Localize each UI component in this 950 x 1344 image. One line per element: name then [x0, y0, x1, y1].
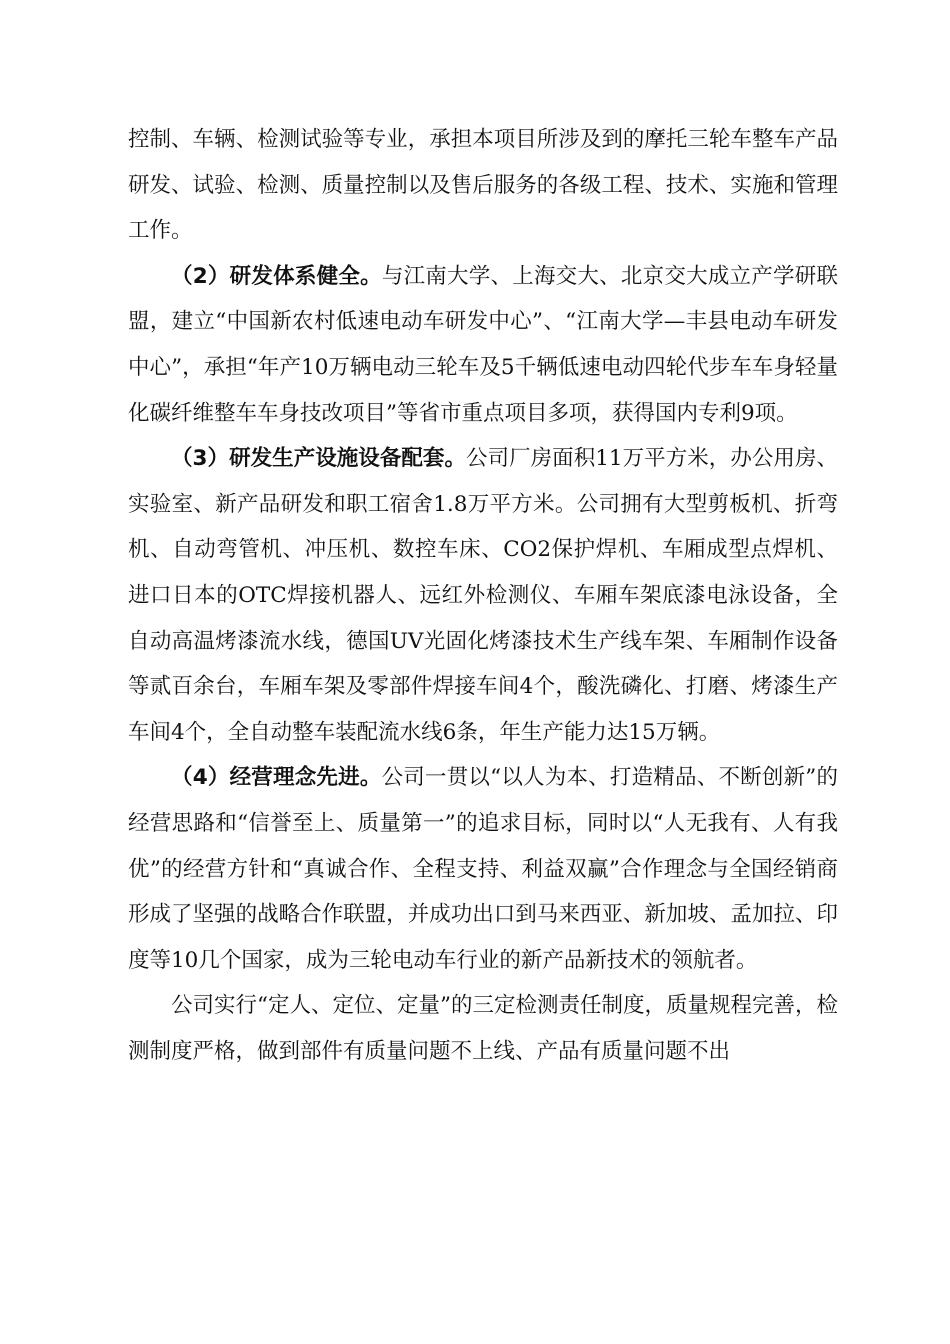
- paragraph-heading: （2）研发体系健全。: [171, 263, 382, 289]
- paragraph-rd-system: [128, 254, 838, 436]
- paragraph-heading: （3）研发生产设施设备配套。: [171, 446, 467, 472]
- paragraph-facilities: [128, 436, 838, 755]
- paragraph-text: 与江南大学、上海交大、北京交大成立产学研联盟，建立“中国新农村低速电动车研发中心”、“江南大学—丰县电动车研发中心”，承担“年产10万辆电动三轮车及5千辆低速电动四轮代步车车身轻量化碳纤维整车车身技改项目”等省市重点项目多项，获得国内专利9项。: [128, 263, 838, 426]
- paragraph-text: 控制、车辆、检测试验等专业，承担本项目所涉及到的摩托三轮车整车产品研发、试验、检测、质量控制以及售后服务的各级工程、技术、实施和管理工作。: [128, 127, 838, 244]
- paragraph-business-philosophy: [128, 755, 838, 983]
- paragraph-text: 公司一贯以“以人为本、打造精品、不断创新”的经营思路和“信誉至上、质量第一”的追求目标，同时以“人无我有、人有我优”的经营方针和“真诚合作、全程支持、利益双赢”合作理念与全国经销商形成了坚强的战略合作联盟，并成功出口到马来西亚、新加坡、孟加拉、印度等10几个国家，成为三轮电动车行业的新产品新技术的领航者。: [128, 765, 838, 973]
- paragraph-heading: （4）经营理念先进。: [171, 765, 382, 791]
- document-body: [128, 117, 838, 1074]
- paragraph-quality-system: [128, 983, 838, 1074]
- paragraph-continuation: [128, 117, 838, 254]
- paragraph-text: 公司实行“定人、定位、定量”的三定检测责任制度，质量规程完善，检测制度严格，做到部件有质量问题不上线、产品有质量问题不出: [128, 993, 838, 1064]
- paragraph-text: 公司厂房面积11万平方米，办公用房、实验室、新产品研发和职工宿舍1.8万平方米。公司拥有大型剪板机、折弯机、自动弯管机、冲压机、数控车床、CO2保护焊机、车厢成型点焊机、进口日本的OTC焊接机器人、远红外检测仪、车厢车架底漆电泳设备，全自动高温烤漆流水线，德国UV光固化烤漆技术生产线车架、车厢制作设备等贰百余台，车厢车架及零部件焊接车间4个，酸洗磷化、打磨、烤漆生产车间4个，全自动整车装配流水线6条，年生产能力达15万辆。: [128, 446, 838, 745]
